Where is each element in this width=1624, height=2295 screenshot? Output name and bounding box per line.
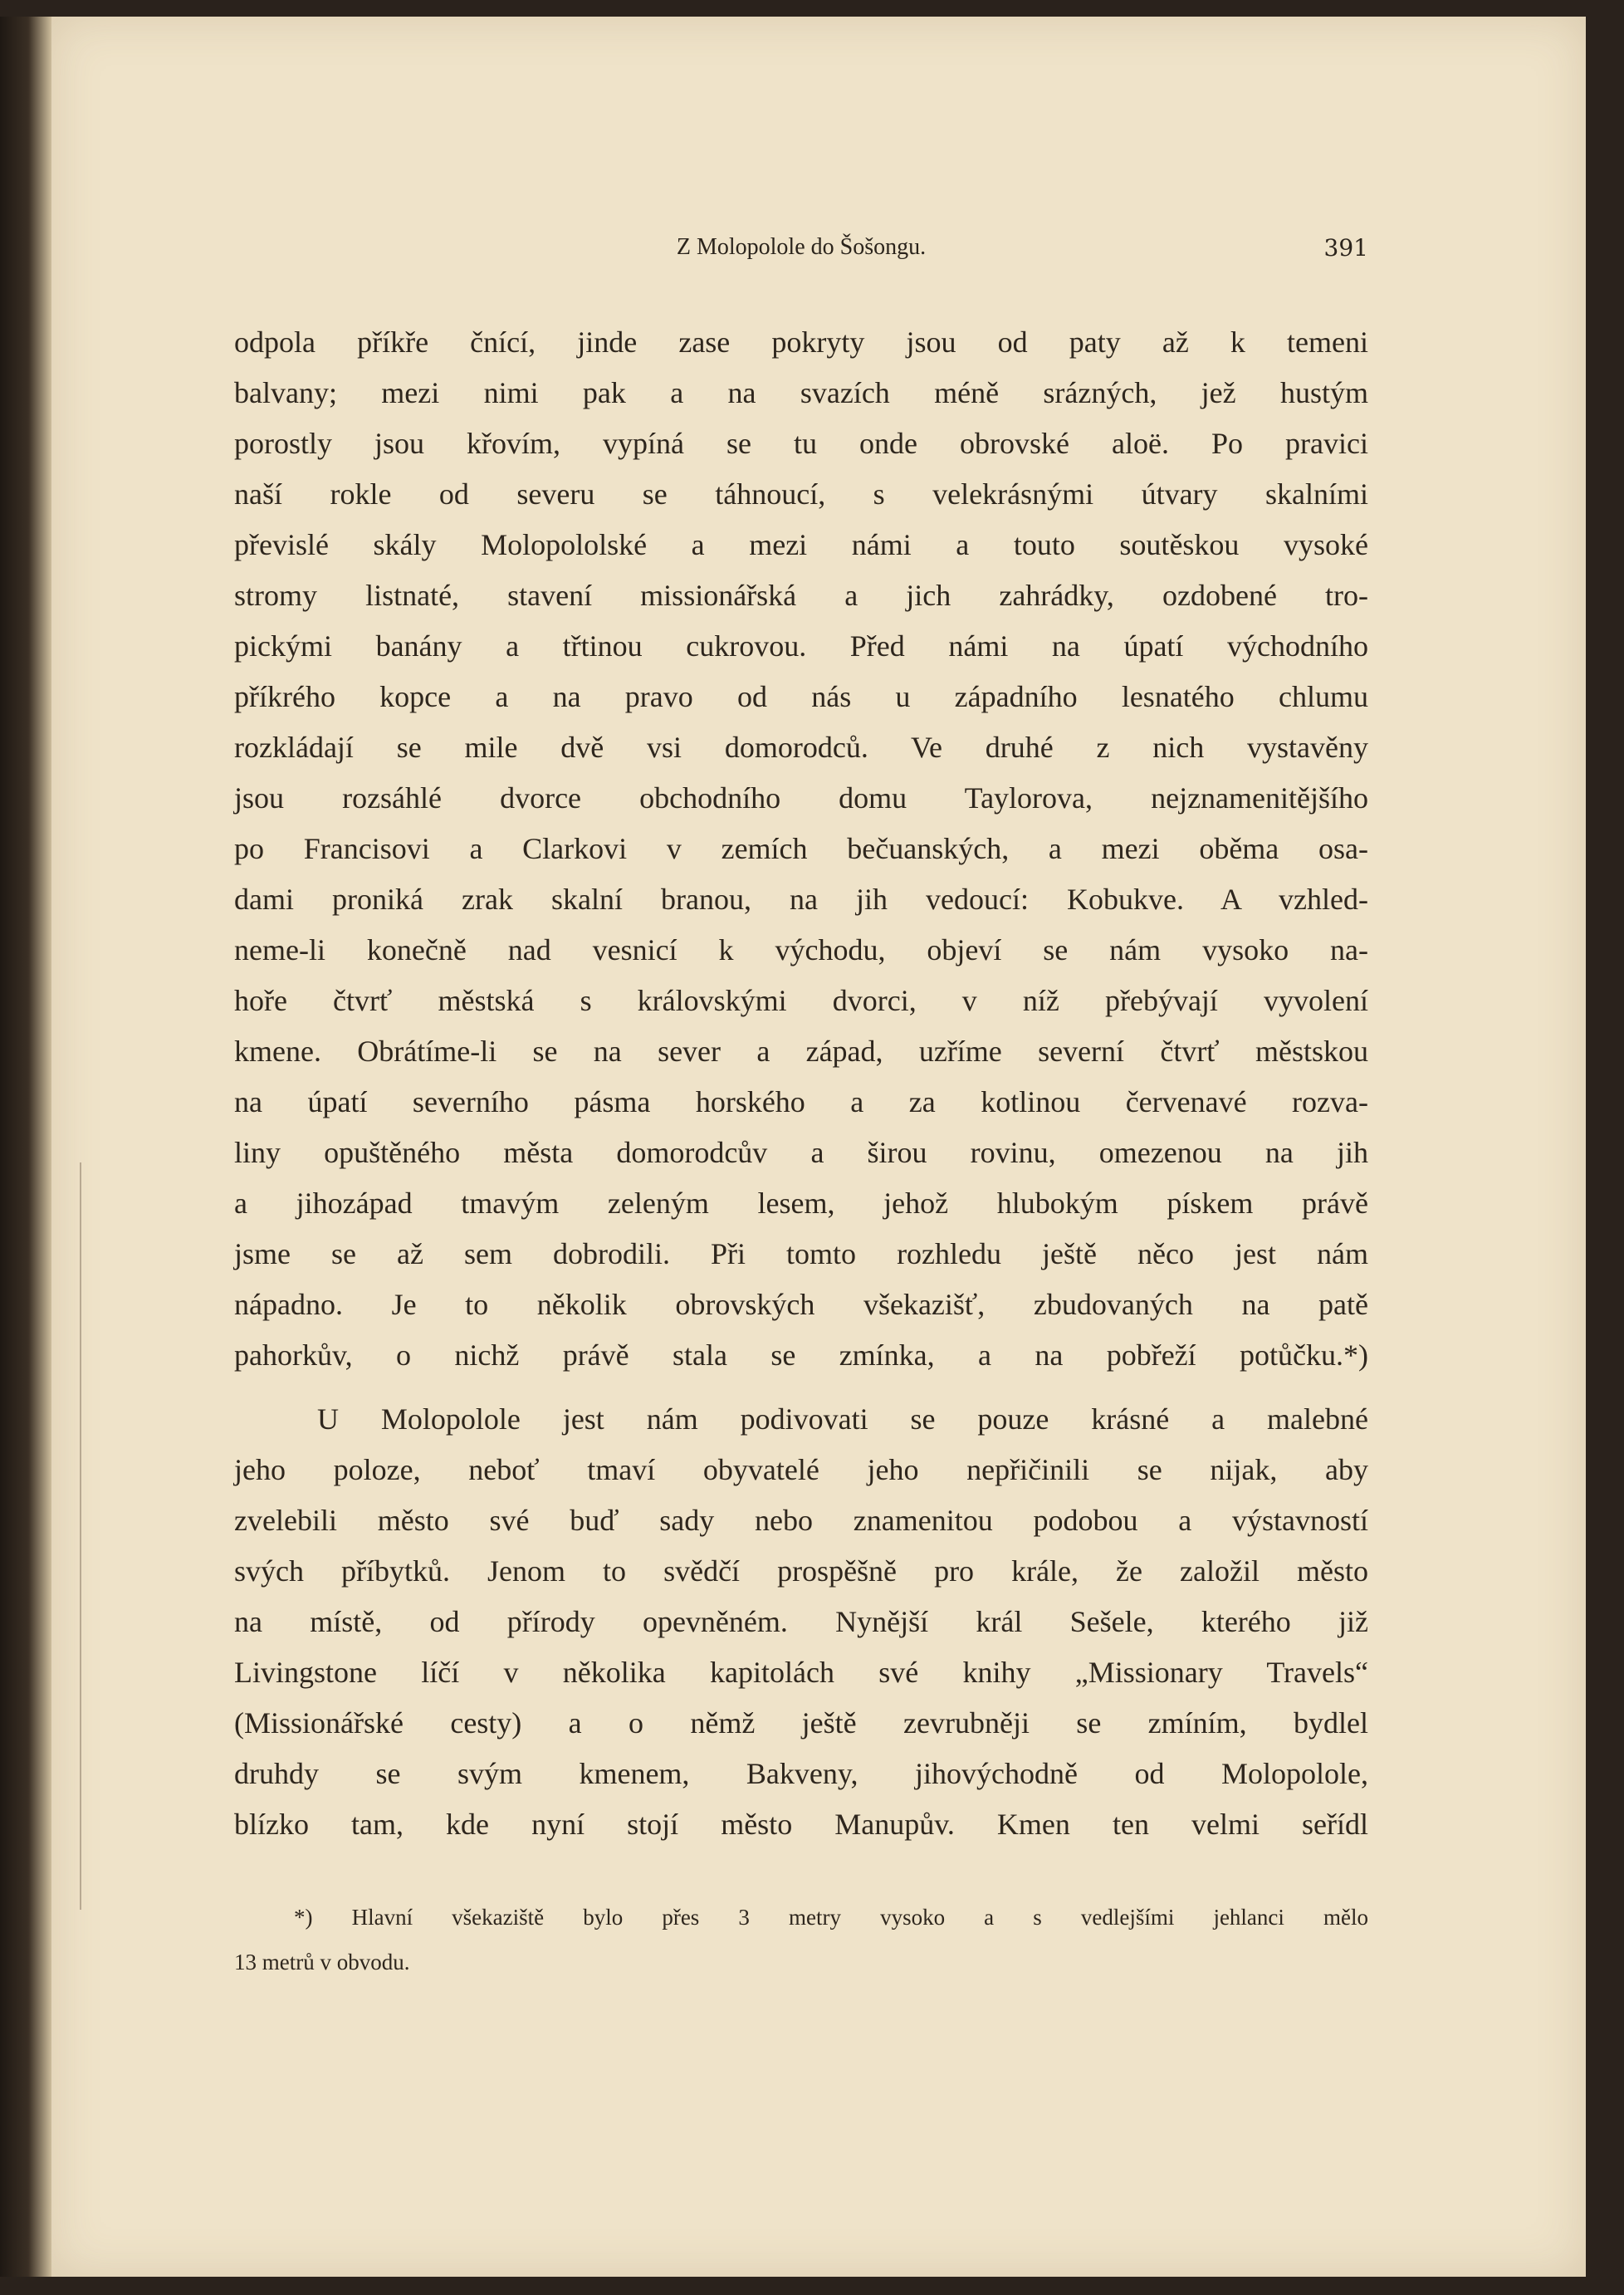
text-line: zvelebili město své buď sady nebo znamenitou podobou a výstavností	[234, 1504, 1368, 1537]
text-line: kmene. Obrátíme-li se na sever a západ, uzříme severní čtvrť městskou	[234, 1035, 1368, 1068]
text-line: liny opuštěného města domorodcův a širou rovinu, omezenou na jih	[234, 1136, 1368, 1169]
text-line: (Missionářské cesty) a o němž ještě zevrubněji se zmíním, bydlel	[234, 1706, 1368, 1740]
text-line: na místě, od přírody opevněném. Nynější král Sešele, kterého již	[234, 1605, 1368, 1638]
footnote-line: *) Hlavní všekaziště bylo přes 3 metry vysoko a s vedlejšími jehlanci mělo	[294, 1905, 1368, 1930]
text-line: pickými banány a třtinou cukrovou. Před námi na úpatí východního	[234, 629, 1368, 663]
page-left-edge	[0, 17, 51, 2277]
text-line: svých příbytků. Jenom to svědčí prospěšně pro krále, že založil město	[234, 1554, 1368, 1588]
footnote	[234, 1895, 1368, 1984]
text-line: Livingstone líčí v několika kapitolách své knihy „Missionary Travels“	[234, 1656, 1368, 1689]
text-line: převislé skály Molopololské a mezi námi a touto soutěskou vysoké	[234, 528, 1368, 561]
text-line: na úpatí severního pásma horského a za kotlinou červenavé rozva-	[234, 1085, 1368, 1118]
text-line: po Francisovi a Clarkovi v zemích bečuanských, a mezi oběma osa-	[234, 832, 1368, 865]
text-line: stromy listnaté, stavení missionářská a jich zahrádky, ozdobené tro-	[234, 579, 1368, 612]
paragraph-gap	[234, 1381, 1368, 1394]
text-line: blízko tam, kde nyní stojí město Manupův. Kmen ten velmi seřídl	[234, 1808, 1368, 1841]
text-line: balvany; mezi nimi pak a na svazích méně srázných, jež hustým	[234, 376, 1368, 409]
text-line: příkrého kopce a na pravo od nás u západního lesnatého chlumu	[234, 680, 1368, 713]
text-line: jsme se až sem dobrodili. Při tomto rozhledu ještě něco jest nám	[234, 1237, 1368, 1270]
text-line: neme-li konečně nad vesnicí k východu, objeví se nám vysoko na-	[234, 933, 1368, 966]
running-header	[234, 234, 1368, 267]
running-title: Z Molopolole do Šošongu.	[676, 234, 927, 260]
text-line: nápadno. Je to několik obrovských všekazišť, zbudovaných na patě	[234, 1288, 1368, 1321]
text-line: jeho poloze, neboť tmaví obyvatelé jeho nepřičinili se nijak, aby	[234, 1453, 1368, 1486]
text-line: druhdy se svým kmenem, Bakveny, jihovýchodně od Molopolole,	[234, 1757, 1368, 1790]
text-line: odpola příkře čnící, jinde zase pokryty jsou od paty až k temeni	[234, 325, 1368, 359]
text-line: rozkládají se mile dvě vsi domorodců. Ve druhé z nich vystavěny	[234, 731, 1368, 764]
text-line: pahorkův, o nichž právě stala se zmínka, a na pobřeží potůčku.*)	[234, 1338, 1368, 1372]
text-line: naší rokle od severu se táhnoucí, s velekrásnými útvary skalními	[234, 477, 1368, 511]
paragraph-1	[234, 317, 1368, 1381]
text-line: porostly jsou křovím, vypíná se tu onde obrovské aloë. Po pravici	[234, 427, 1368, 460]
text-line: hoře čtvrť městská s královskými dvorci, v níž přebývají vyvolení	[234, 984, 1368, 1017]
main-text	[234, 317, 1368, 1850]
text-line: a jihozápad tmavým zeleným lesem, jehož hlubokým pískem právě	[234, 1187, 1368, 1220]
text-line: jsou rozsáhlé dvorce obchodního domu Taylorova, nejznamenitějšího	[234, 781, 1368, 815]
paragraph-2	[234, 1394, 1368, 1850]
footnote-line: 13 metrů v obvodu.	[234, 1950, 410, 1974]
margin-mark	[80, 1162, 81, 1910]
text-line: dami proniká zrak skalní branou, na jih vedoucí: Kobukve. A vzhled-	[234, 883, 1368, 916]
text-line: U Molopolole jest nám podivovati se pouze krásné a malebné	[317, 1402, 1368, 1436]
page-number: 391	[1323, 234, 1368, 262]
